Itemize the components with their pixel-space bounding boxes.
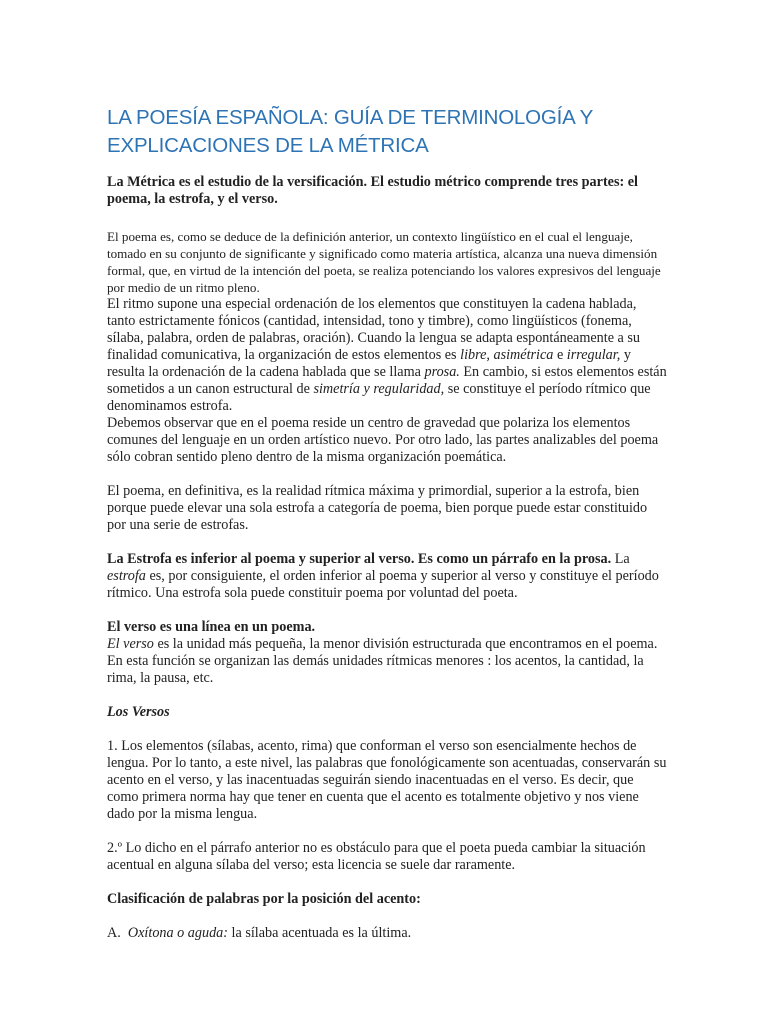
list-item-1: 1. Los elementos (sílabas, acento, rima) que conforman el verso son esencialmente hechos de lengua. Por lo tanto, a este nivel, las palabras que fonológicamente son acentuadas, conservarán su acento en el verso, y las inacentuadas seguirán siendo inacentuadas en el verso. Es decir, que como primera norma hay que tener en cuenta que el acento es totalmente objetivo y nos viene dado por la misma lengua. — [107, 738, 667, 822]
paragraph-ritmo — [107, 296, 667, 415]
text-run: la sílaba acentuada es la última. — [227, 925, 412, 941]
text-run: En cambio, si estos elementos están sometidos a un canon estructural de — [107, 364, 667, 397]
list-marker: A. — [107, 925, 128, 941]
text-run: e — [553, 347, 567, 363]
italic-term-verso: El verso — [107, 636, 154, 652]
italic-term-oxitona: Oxítona o aguda: — [127, 925, 228, 941]
paragraph-definitiva: El poema, en definitiva, es la realidad rítmica máxima y primordial, superior a la estrofa, bien porque puede elevar una sola estrofa a categoría de poema, bien porque puede estar constituido por una serie de estrofas. — [107, 483, 648, 533]
text-run: se constituye el período rítmico que denominamos estrofa. — [107, 381, 651, 414]
italic-term-prosa: prosa. — [424, 364, 460, 380]
list-item-a — [107, 925, 667, 942]
paragraph-verso — [107, 636, 667, 687]
text-run: y resulta la ordenación de la cadena hablada que se llama — [107, 347, 631, 380]
intro-definition: La Métrica es el estudio de la versificación. El estudio métrico comprende tres partes: el poema, la estrofa, y el verso. — [107, 174, 638, 207]
text-run: La — [611, 551, 630, 567]
clasificacion-heading: Clasificación de palabras por la posición del acento: — [107, 891, 421, 907]
document-page — [107, 104, 667, 942]
document-title: LA POESÍA ESPAÑOLA: GUÍA DE TERMINOLOGÍA Y EXPLICACIONES DE LA MÉTRICA — [107, 106, 593, 157]
italic-term-simetria: simetría y regularidad, — [313, 381, 445, 397]
section-heading-los-versos: Los Versos — [107, 704, 170, 720]
text-run: es la unidad más pequeña, la menor división estructurada que encontramos en el poema. En esta función se organizan las demás unidades rítmicas menores : los acentos, la cantidad, la rima, la pausa, etc. — [107, 636, 658, 686]
estrofa-heading: La Estrofa es inferior al poema y superior al verso. Es como un párrafo en la prosa. — [107, 551, 612, 567]
paragraph-estrofa — [107, 551, 667, 602]
paragraph-poema: El poema es, como se deduce de la definición anterior, un contexto lingüístico en el cual el lenguaje, tomado en su conjunto de significante y significado como materia artística, alcanza una nueva dimensión formal, que, en virtud de la intención del poeta, se realiza potenciando los valores expresivos del lenguaje por medio de un ritmo pleno. — [107, 229, 661, 295]
list-item-2: 2.º Lo dicho en el párrafo anterior no es obstáculo para que el poeta pueda cambiar la situación acentual en alguna sílaba del verso; esta licencia se suele dar raramente. — [107, 840, 646, 873]
italic-term-irregular: irregular, — [566, 347, 621, 363]
italic-term-estrofa: estrofa — [107, 568, 146, 584]
verso-heading: El verso es una línea en un poema. — [107, 619, 316, 635]
italic-term-libre: libre, asimétrica — [460, 347, 554, 363]
text-run: es, por consiguiente, el orden inferior al poema y superior al verso y constituye el período rítmico. Una estrofa sola puede constituir poema por voluntad del poeta. — [107, 568, 659, 601]
paragraph-gravedad: Debemos observar que en el poema reside un centro de gravedad que polariza los elementos comunes del lenguaje en un orden artístico nuevo. Por otro lado, las partes analizables del poema sólo cobran sentido pleno dentro de la misma organización poemática. — [107, 415, 659, 465]
text-run: El ritmo supone una especial ordenación de los elementos que constituyen la cadena hablada, tanto estrictamente fónicos (cantidad, intensidad, tono y timbre), como lingüísticos (fonema, sílaba, palabra, orden de palabras, oración). Cuando la lengua se adapta espontáneamente a su finalidad comunicativa, la organización de estos elementos es — [107, 296, 640, 363]
